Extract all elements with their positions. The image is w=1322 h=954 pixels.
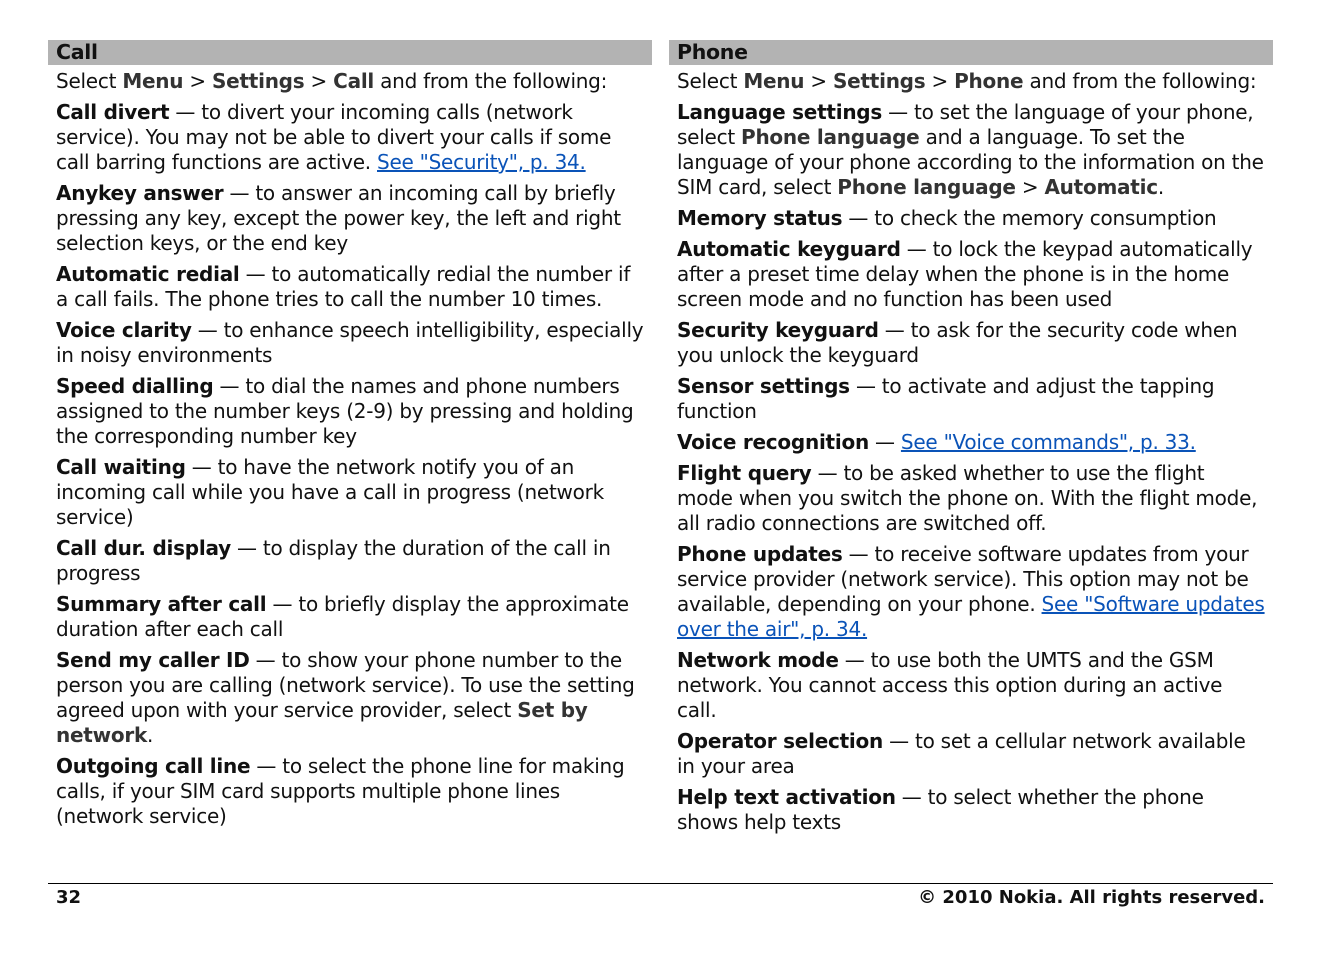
entry-term: Memory status [677,206,843,230]
voice-commands-link[interactable]: See "Voice commands", p. 33. [900,430,1196,454]
path-separator: > [183,69,212,93]
set-by-network-label: Set by network [56,698,588,747]
entry-desc: — to select the phone line for making calls, if your SIM card supports multiple phone lines (network service) [56,754,625,828]
list-item [56,318,644,368]
entry-term: Summary after call [56,592,267,616]
phone-label: Phone [954,69,1024,93]
entry-term: Speed dialling [56,374,214,398]
footer-divider [48,883,1273,884]
phone-language-label: Phone language [741,125,920,149]
entry-desc: — to ask for the security code when you unlock the keyguard [677,318,1238,367]
entry-term: Help text activation [677,785,896,809]
entry-desc: — to answer an incoming call by briefly pressing any key, except the power key, the left and right selection keys, or the end key [56,181,621,255]
phone-section-body [669,69,1273,835]
list-item [56,262,644,312]
list-item [677,729,1265,779]
entry-term: Voice clarity [56,318,192,342]
intro-text: Select [677,69,744,93]
list-item [677,237,1265,312]
list-item [56,455,644,530]
settings-label: Settings [212,69,305,93]
path-separator: > [304,69,334,93]
path-separator: > [804,69,833,93]
entry-tail: . [1157,175,1164,199]
intro-line [56,69,644,94]
entry-desc: — to be asked whether to use the flight mode when you switch the phone on. With the flight mode, all radio connections are switched off. [677,461,1258,535]
entry-term: Call divert [56,100,170,124]
entry-desc: — to automatically redial the number if a call fails. The phone tries to call the number 10 times. [56,262,631,311]
entry-term: Send my caller ID [56,648,250,672]
list-item [56,592,644,642]
entry-desc: — to display the duration of the call in progress [56,536,611,585]
list-item [56,754,644,829]
entry-desc: — to enhance speech intelligibility, especially in noisy environments [56,318,644,367]
list-item [677,374,1265,424]
settings-label: Settings [833,69,926,93]
entry-term: Call waiting [56,455,186,479]
list-item [56,536,644,586]
entry-term: Anykey answer [56,181,224,205]
entry-term: Network mode [677,648,839,672]
section-heading-call: Call [48,40,652,65]
entry-term: Operator selection [677,729,884,753]
entry-desc: — to use both the UMTS and the GSM network. You cannot access this option during an active call. [677,648,1223,722]
page-number: 32 [56,887,82,908]
entry-desc: — to briefly display the approximate duration after each call [56,592,629,641]
list-item [677,206,1265,231]
call-label: Call [333,69,375,93]
list-item [677,318,1265,368]
list-item [677,542,1265,642]
intro-text: and from the following: [1023,69,1257,93]
entry-term: Automatic keyguard [677,237,901,261]
entry-desc: — to show your phone number to the person you are calling (network service). To use the setting agreed upon with your service provider, select [56,648,635,722]
phone-language-label: Phone language [837,175,1016,199]
entry-desc: — to check the memory consumption [842,206,1217,230]
entry-term: Call dur. display [56,536,231,560]
menu-label: Menu [743,69,805,93]
list-item [56,648,644,748]
entry-desc: — to dial the names and phone numbers assigned to the number keys (2-9) by pressing and holding the corresponding number key [56,374,634,448]
entry-desc: — to receive software updates from your service provider (network service). This option may not be available, depending on your phone. [677,542,1249,616]
intro-text: Select [56,69,123,93]
list-item [677,100,1265,200]
list-item [677,648,1265,723]
entry-desc: — to lock the keypad automatically after a preset time delay when the phone is in the home screen mode and no function has been used [677,237,1253,311]
entry-term: Automatic redial [56,262,240,286]
phone-section [669,40,1273,841]
entry-desc: and a language. To set the language of your phone according to the information on the SIM card, select [677,125,1264,199]
entry-term: Voice recognition [677,430,869,454]
list-item [677,430,1265,455]
list-item [677,785,1265,835]
software-updates-link[interactable]: See "Software updates over the air", p. 34. [677,592,1265,641]
entry-desc: — to select whether the phone shows help texts [677,785,1204,834]
entry-term: Language settings [677,100,883,124]
list-item [56,100,644,175]
entry-tail: . [147,723,154,747]
entry-term: Flight query [677,461,812,485]
entry-desc: — [868,430,901,454]
entry-desc: — to set a cellular network available in your area [677,729,1246,778]
path-separator: > [925,69,955,93]
entry-term: Security keyguard [677,318,879,342]
entry-desc: — to set the language of your phone, select [677,100,1254,149]
list-item [56,374,644,449]
security-link[interactable]: See "Security", p. 34. [377,150,586,174]
call-section-body [48,69,652,829]
menu-label: Menu [122,69,184,93]
entry-desc: — to have the network notify you of an incoming call while you have a call in progress (network service) [56,455,604,529]
entry-desc: — to divert your incoming calls (network service). You may not be able to divert your calls if some call barring functions are active. [56,100,612,174]
entry-desc: — to activate and adjust the tapping function [677,374,1215,423]
copyright-notice: © 2010 Nokia. All rights reserved. [918,887,1265,908]
automatic-label: Automatic [1044,175,1158,199]
entry-term: Sensor settings [677,374,850,398]
list-item [677,461,1265,536]
path-separator: > [1015,175,1045,199]
section-heading-phone: Phone [669,40,1273,65]
entry-term: Phone updates [677,542,843,566]
intro-text: and from the following: [374,69,608,93]
call-section [48,40,652,835]
intro-line [677,69,1265,94]
entry-term: Outgoing call line [56,754,251,778]
list-item [56,181,644,256]
